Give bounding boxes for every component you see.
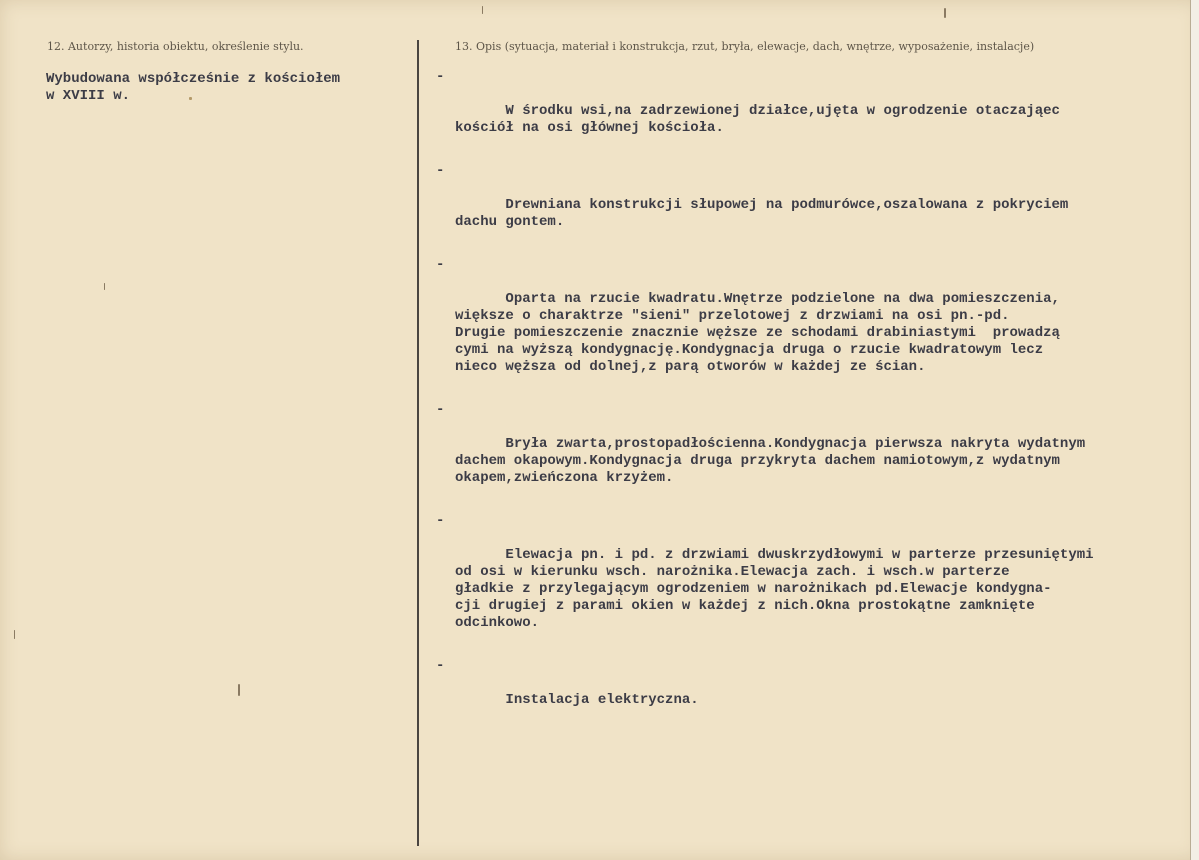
paper-speck — [189, 97, 192, 100]
description-item-text: Oparta na rzucie kwadratu.Wnętrze podzielone na dwa pomieszczenia, większe o charaktrze "sieni" przelotowej z drzwiami na osi pn.-pd. Drugie pomieszczenie znacznie węższe ze schodami drabiniastymi prowadzą cymi na wyższą kondygnację.Kondygnacja druga o rzucie kwadratowym lecz nieco węższa od dolnej,z parą otworów w każdej ze ścian. — [455, 291, 1060, 375]
column-divider — [417, 40, 419, 846]
paper-speck — [944, 8, 946, 18]
dash-bullet: - — [436, 257, 445, 273]
field-12-label: 12. Autorzy, historia obiektu, określenie stylu. — [47, 40, 304, 53]
description-list — [436, 69, 1094, 735]
description-item — [436, 658, 1094, 726]
description-item-text: W środku wsi,na zadrzewionej działce,ujęta w ogrodzenie otaczająec kościół na osi głównej kościoła. — [455, 103, 1060, 136]
description-item — [436, 257, 1094, 393]
dash-bullet: - — [436, 69, 445, 85]
description-item — [436, 69, 1094, 154]
dash-bullet: - — [436, 513, 445, 529]
description-item-text: Instalacja elektryczna. — [505, 692, 699, 708]
field-13-label: 13. Opis (sytuacja, materiał i konstrukcja, rzut, bryła, elewacje, dach, wnętrze, wyposażenie, instalacje) — [455, 40, 1035, 53]
paper-edge — [1190, 0, 1199, 860]
description-item-text: Elewacja pn. i pd. z drzwiami dwuskrzydłowymi w parterze przesuniętymi od osi w kierunku wsch. narożnika.Elewacja zach. i wsch.w parterze gładkie z przylegającym ogrodzeniem w narożnikach pd.Elewacje kondygna- cji drugiej z parami okien w każdej z nich.Okna prostokątne zamknięte odcinkowo. — [455, 547, 1094, 631]
dash-bullet: - — [436, 163, 445, 179]
dash-bullet: - — [436, 658, 445, 674]
dash-bullet: - — [436, 402, 445, 418]
paper-speck — [104, 283, 105, 290]
description-item-text: Drewniana konstrukcji słupowej na podmurówce,oszalowana z pokryciem dachu gontem. — [455, 197, 1069, 230]
paper-speck — [482, 6, 483, 14]
field-12-text: Wybudowana współcześnie z kościołem w XVIII w. — [46, 71, 341, 104]
description-item — [436, 402, 1094, 504]
paper-speck — [14, 630, 15, 639]
paper-speck — [238, 684, 240, 696]
description-item — [436, 163, 1094, 248]
description-item — [436, 513, 1094, 649]
description-item-text: Bryła zwarta,prostopadłościenna.Kondygnacja pierwsza nakryta wydatnym dachem okapowym.Kondygnacja druga przykryta dachem namiotowym,z wydatnym okapem,zwieńczona krzyżem. — [455, 436, 1086, 486]
